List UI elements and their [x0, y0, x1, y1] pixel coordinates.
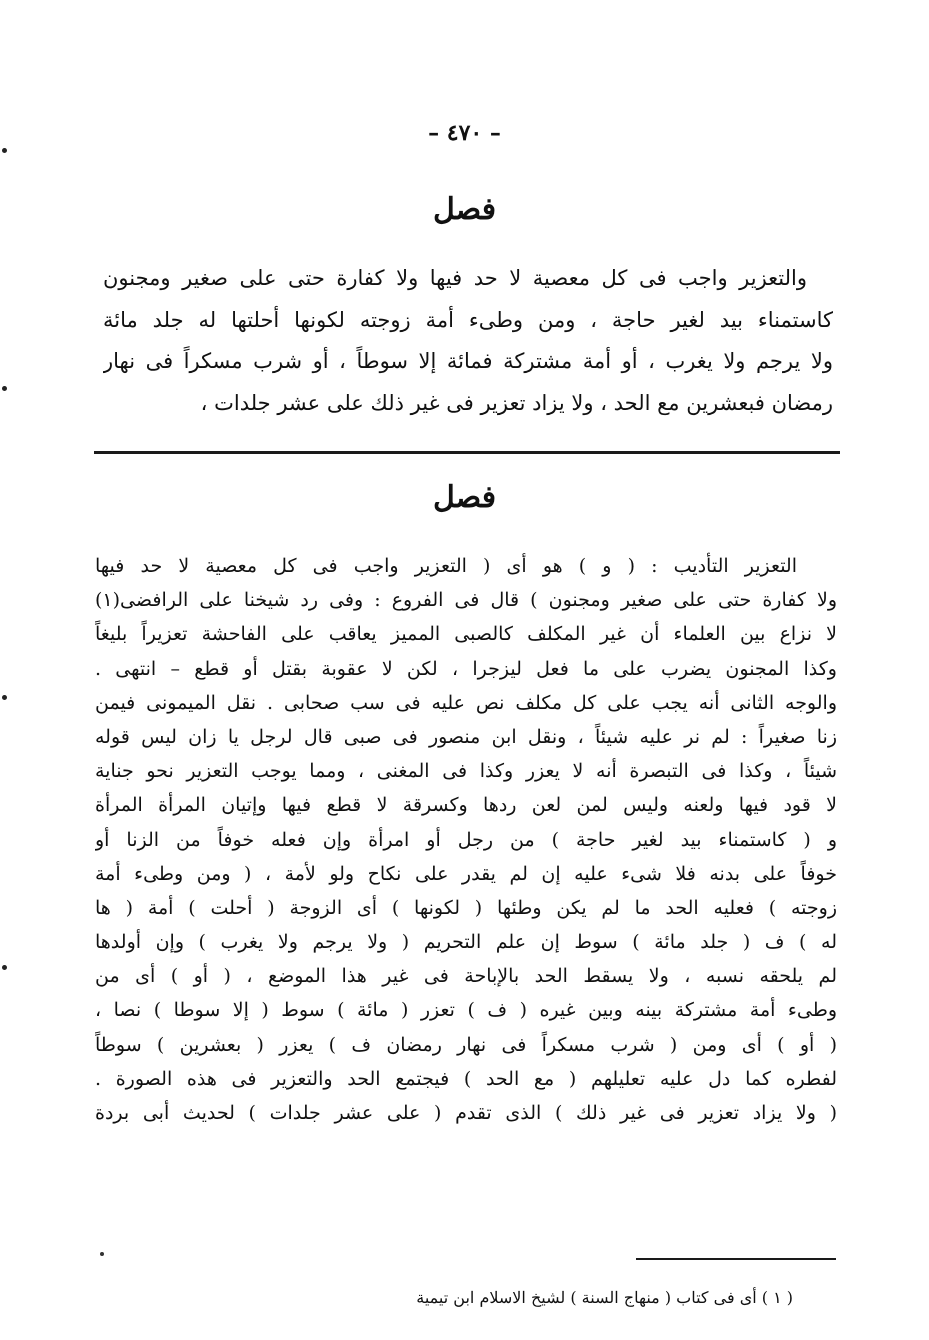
margin-mark — [2, 695, 7, 700]
text-line: والتعزير واجب فى كل معصية لا حد فيها ولا كفارة حتى على صغير ومجنون — [103, 266, 807, 290]
footnote: ( ١ ) أى فى كتاب ( منهاج السنة ) لشيخ الاسلام ابن تيمية — [416, 1288, 793, 1307]
text-line: التعزير التأديب : ( و ) هو أى ( التعزير واجب فى كل معصية لا حد فيها — [95, 555, 797, 577]
section-title: فصل — [432, 192, 497, 227]
text-line: رمضان فبعشرين مع الحد ، ولا يزاد تعزير فى غير ذلك على عشر جلدات ، — [200, 390, 833, 415]
text-line: زوجته ) فعليه الحد ما لم يكن وطئها ( لكونها ) أى الزوجة ( أحلت ) أمة ( ها — [95, 896, 837, 919]
horizontal-divider — [94, 451, 840, 454]
matn-paragraph — [103, 258, 833, 424]
text-line: كاستمناء بيد لغير حاجة ، ومن وطىء أمة زوجته لكونها أحلتها له جلد مائة — [103, 307, 833, 332]
footnote-divider — [636, 1258, 836, 1260]
text-line: لم يلحقه نسبه ، ولا يسقط الحد بالإباحة فى غير هذا الموضع ، ( أو ) أى من — [95, 965, 837, 988]
sharh-paragraph — [95, 549, 837, 1130]
margin-mark — [2, 965, 7, 970]
text-line: لا قود فيها ولعنه وليس لمن لعن ردها وكسرقة لا قطع فيها وإتيان المرأة المرأة — [95, 794, 837, 817]
text-line: له ) ف ( جلد مائة ) سوط إن علم التحريم ( ولا يرجم ولا يغرب ) وإن أولدها — [95, 931, 837, 954]
text-line: زنا صغيراً : لم نر عليه شيئاً ، ونقل ابن منصور فى صبى قال لرجل يا زان ليس قوله — [95, 725, 837, 748]
text-line: ولا كفارة حتى على صغير ومجنون ) قال فى الفروع : وفى رد شيخنا على الرافضى(١) — [95, 589, 837, 612]
text-line: لا نزاع بين العلماء أن غير المكلف كالصبى المميز يعاقب على الفاحشة تعزيراً بليغاً — [95, 623, 837, 646]
text-line: وكذا المجنون يضرب على ما فعل ليزجرا ، لكن لا عقوبة بقتل أو قطع – انتهى . — [95, 657, 837, 680]
scan-mark — [100, 1252, 104, 1256]
text-line: خوفاً على بدنه فلا شىء عليه إن لم يقدر على نكاح ولو لأمة ، ( ومن وطىء أمة — [95, 862, 837, 885]
text-line: والوجه الثانى أنه يجب على كل مكلف نص عليه فى سب صحابى . نقل الميمونى فيمن — [95, 691, 837, 714]
text-line: وطىء أمة مشتركة بينه وبين غيره ( ف ) تعزر ( مائة ) سوط ( إلا سوطا ) نصا ، — [95, 999, 837, 1022]
text-line: شيئاً ، وكذا فى التبصرة أنه لا يعزر وكذا فى المغنى ، ومما يوجب التعزير نحو جناية — [95, 760, 837, 783]
section-title: فصل — [432, 480, 497, 515]
margin-mark — [2, 386, 7, 391]
margin-mark — [2, 148, 7, 153]
text-line: ( أو ) أى ومن ( شرب مسكراً فى نهار رمضان ف ) يعزر ( بعشرين ) سوطاً — [95, 1033, 837, 1056]
text-line: ( ولا يزاد تعزير فى غير ذلك ) الذى تقدم ( على عشر جلدات ) لحديث أبى بردة — [95, 1102, 837, 1124]
page-number: – ٤٧٠ – — [428, 120, 501, 146]
text-line: و ( كاستمناء بيد لغير حاجة ) من رجل أو امرأة وإن فعله خوفاً من الزنا أو — [95, 828, 837, 851]
text-line: ولا يرجم ولا يغرب ، أو أمة مشتركة فمائة إلا سوطاً ، أو شرب مسكراً فى نهار — [103, 349, 833, 373]
text-line: لفطره كما دل عليه تعليلهم ( مع الحد ) فيجتمع الحد والتعزير فى هذه الصورة . — [95, 1067, 837, 1090]
